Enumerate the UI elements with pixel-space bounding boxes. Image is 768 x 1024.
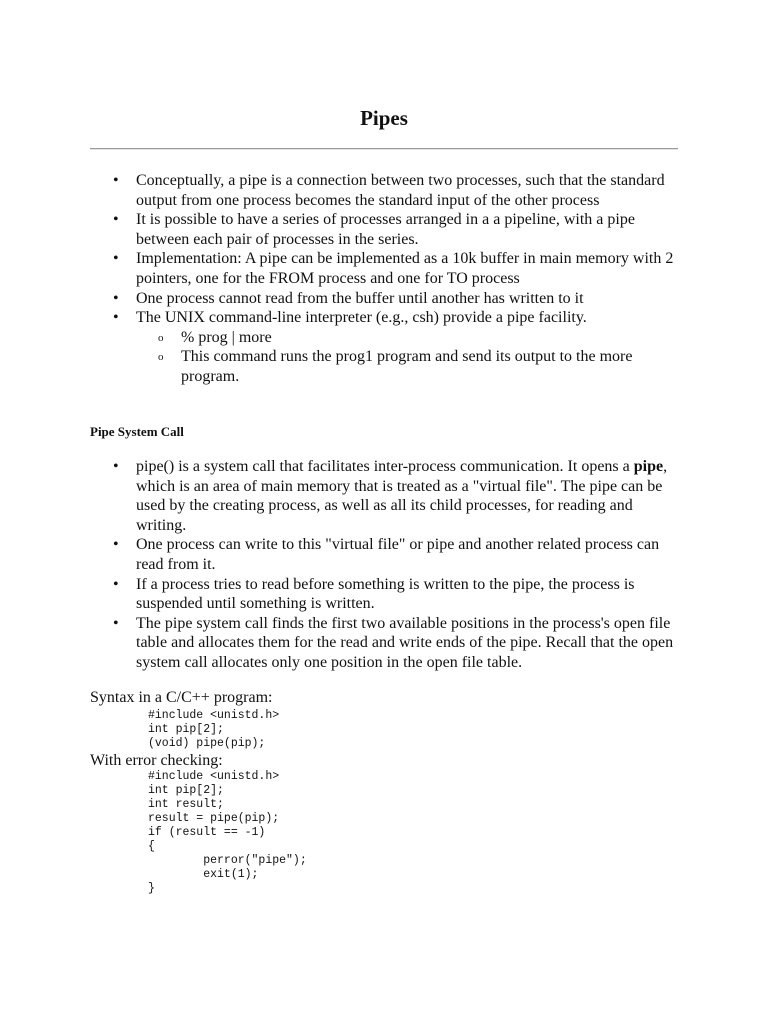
list-item-text: , which is an area of main memory that is treated as a "virtual file". The pipe can be used by the creating process, as well as all its child processes, for reading and writing. bbox=[136, 458, 668, 534]
list-item bbox=[136, 457, 681, 535]
sub-list-item: o This command runs the prog1 program and send its output to the more program. bbox=[181, 347, 681, 386]
page-title: Pipes bbox=[360, 106, 408, 131]
section-heading: Pipe System Call bbox=[90, 424, 184, 439]
error-checking-code-block: #include <unistd.h> int pip[2]; int result; result = pipe(pip); if (result == -1) { perror("pipe"); exit(1); } bbox=[148, 770, 307, 895]
list-item bbox=[136, 308, 681, 386]
bold-term: pipe bbox=[633, 458, 664, 475]
intro-bullet-list bbox=[136, 171, 681, 387]
list-item-text: The UNIX command-line interpreter (e.g., csh) provide a pipe facility. bbox=[136, 309, 587, 327]
list-item: • If a process tries to read before something is written to the pipe, the process is suspended until something is written. bbox=[136, 575, 681, 614]
sub-bullet-list bbox=[136, 328, 681, 387]
list-item: • Conceptually, a pipe is a connection between two processes, such that the standard output from one process becomes the standard input of the other process bbox=[136, 171, 681, 210]
horizontal-rule bbox=[90, 148, 678, 150]
list-item: • One process cannot read from the buffer until another has written to it bbox=[136, 289, 681, 309]
list-item: • One process can write to this "virtual file" or pipe and another related process can read from it. bbox=[136, 535, 681, 574]
list-item: • It is possible to have a series of processes arranged in a a pipeline, with a pipe between each pair of processes in the series. bbox=[136, 210, 681, 249]
list-item-text: pipe() is a system call that facilitates inter-process communication. It opens a bbox=[136, 458, 634, 475]
syntax-code-block: #include <unistd.h> int pip[2]; (void) pipe(pip); bbox=[148, 709, 280, 750]
syscall-bullet-list bbox=[136, 457, 681, 673]
list-item: • Implementation: A pipe can be implemented as a 10k buffer in main memory with 2 pointers, one for the FROM process and one for TO process bbox=[136, 249, 681, 288]
error-checking-label: With error checking: bbox=[90, 752, 223, 769]
list-item: • The pipe system call finds the first two available positions in the process's open file table and allocates them for the read and write ends of the pipe. Recall that the open system call allocates only one position in the open file table. bbox=[136, 614, 681, 673]
syntax-label: Syntax in a C/C++ program: bbox=[90, 689, 273, 706]
sub-list-item: o % prog | more bbox=[181, 328, 681, 348]
